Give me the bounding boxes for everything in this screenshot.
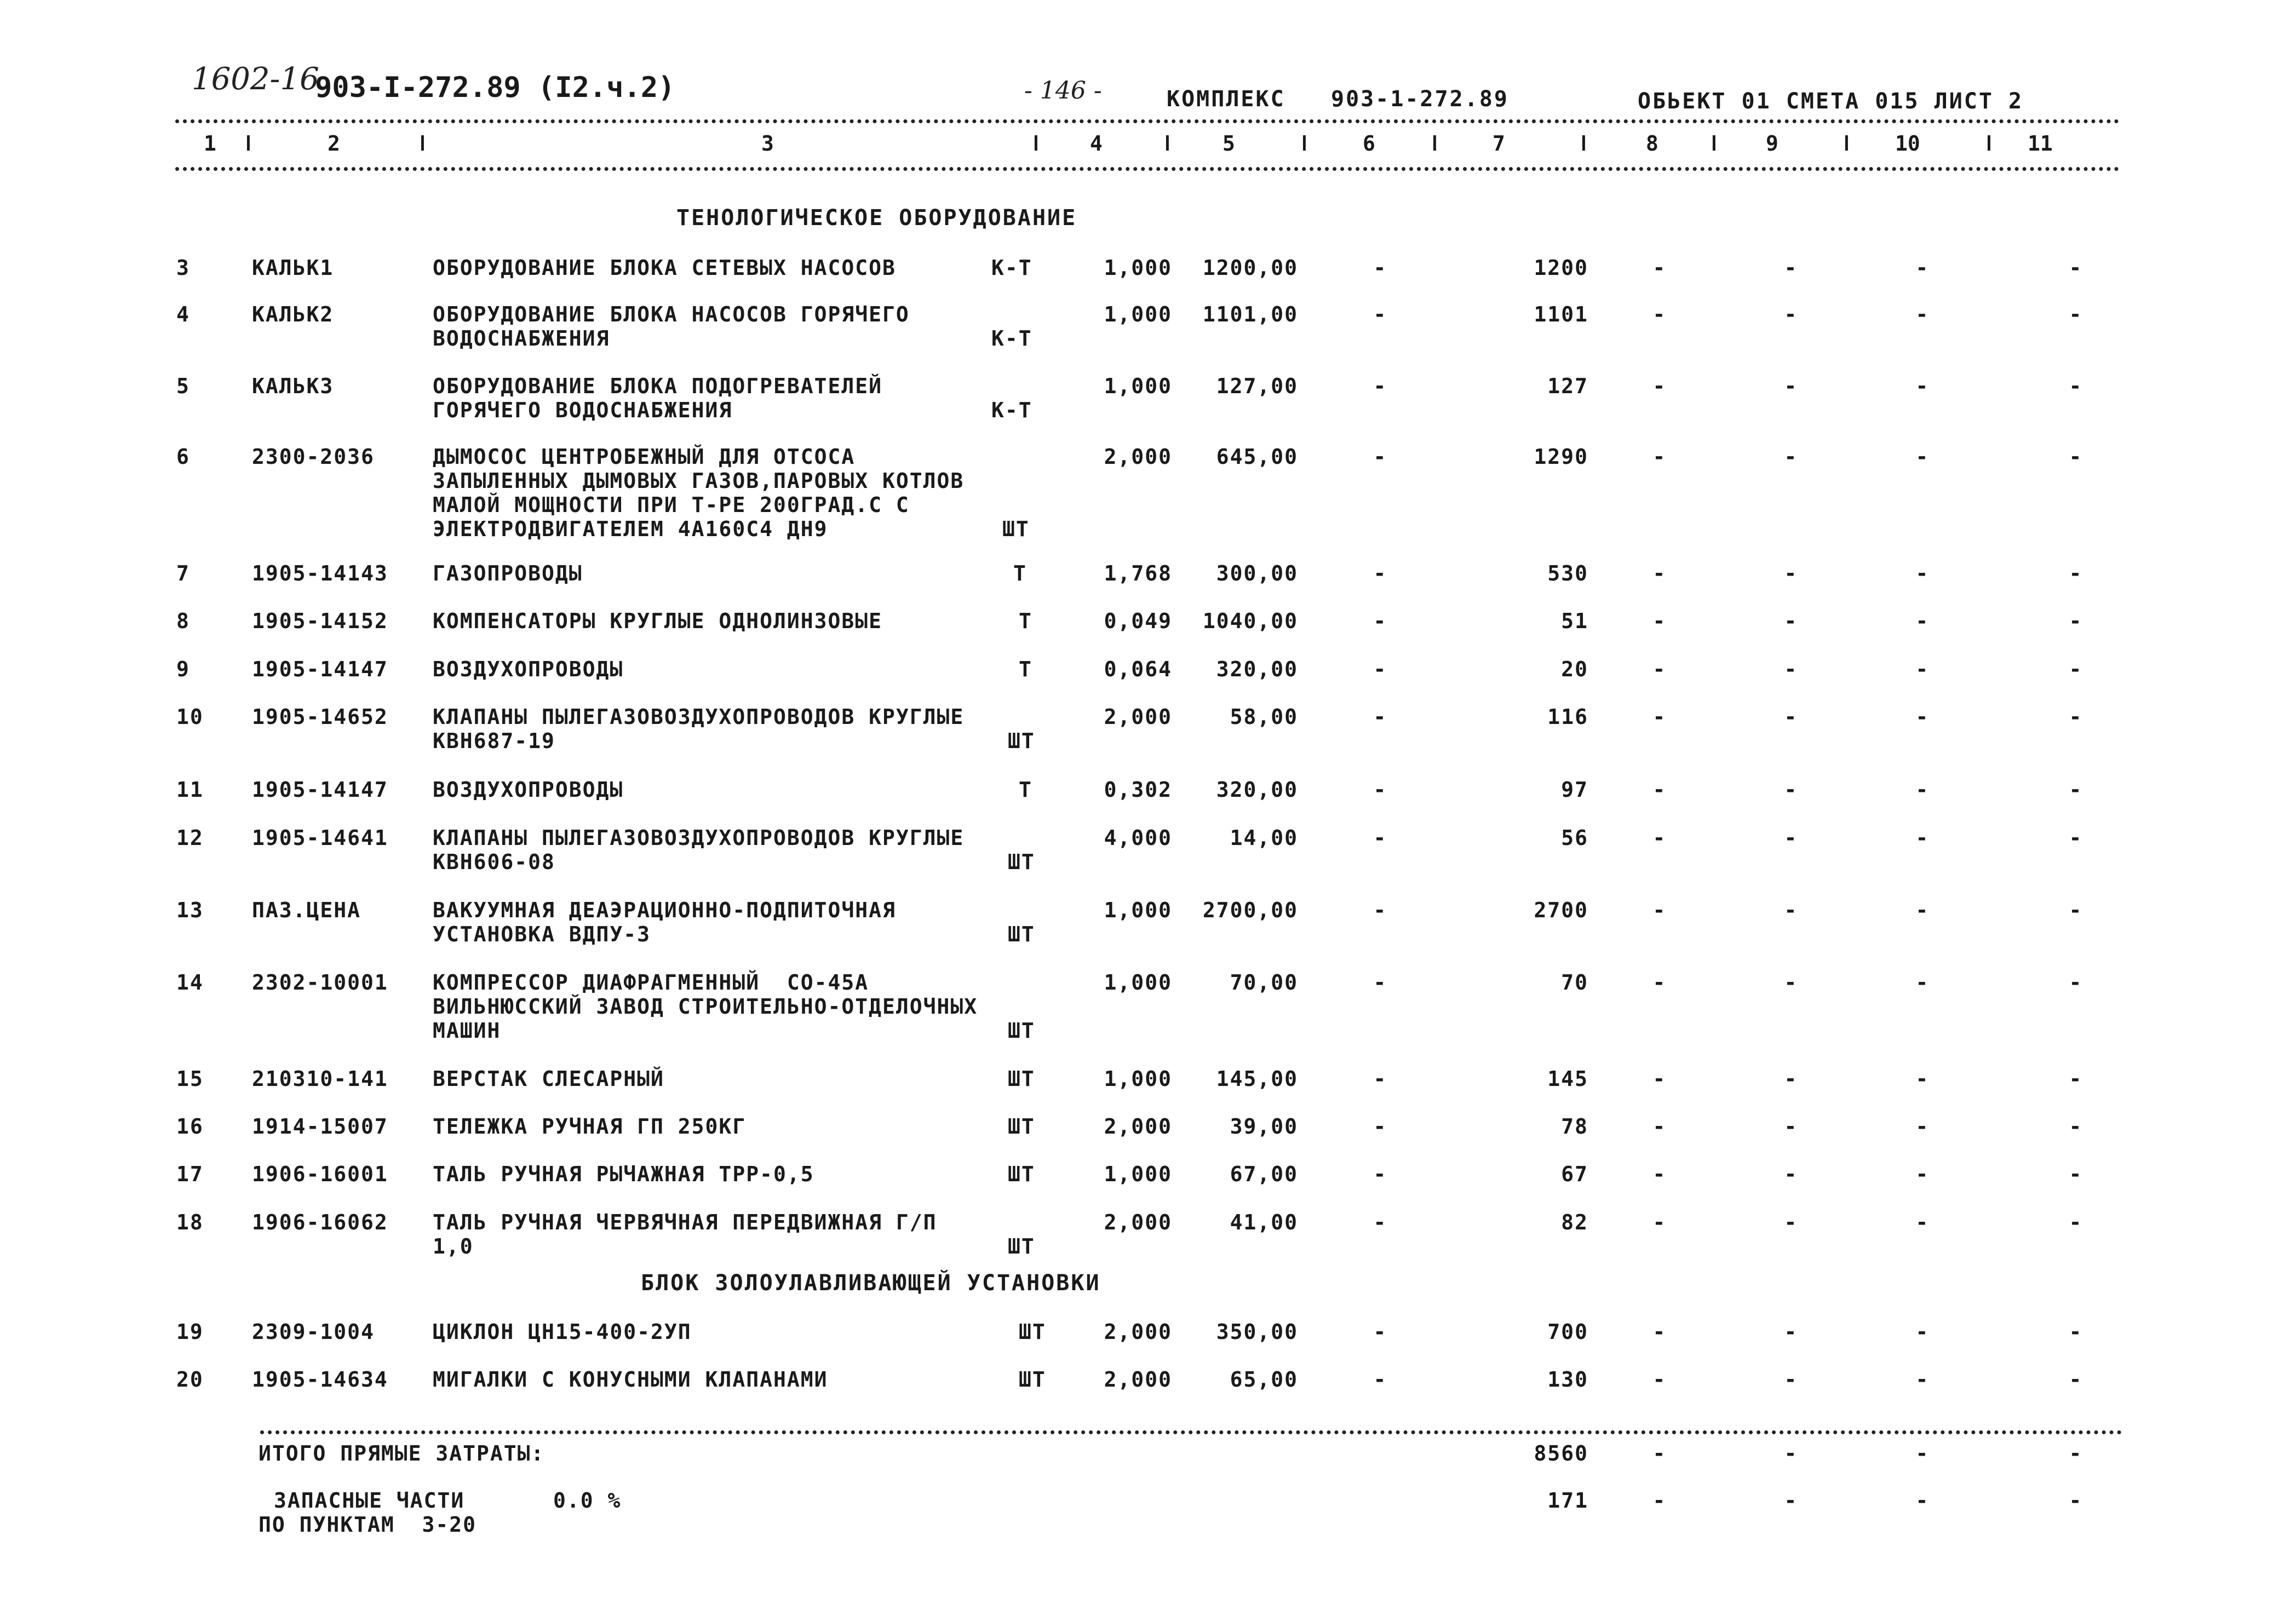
row-description: ВОЗДУХОПРОВОДЫ: [433, 778, 624, 802]
row-number: 4: [176, 302, 190, 326]
row-description: МИГАЛКИ С КОНУСНЫМИ КЛАПАНАМИ: [433, 1367, 828, 1392]
direct-dash-10: -: [1915, 1441, 1930, 1465]
row-unit: Т: [1019, 657, 1032, 681]
row-unit: ШТ: [1002, 517, 1030, 541]
row-unit-price: 70,00: [1230, 970, 1298, 994]
row-col8: -: [1652, 1114, 1667, 1139]
doc-code: 903-I-272.89 (I2.ч.2): [315, 71, 675, 104]
row-total: 145: [1547, 1067, 1588, 1091]
row-col6: -: [1373, 898, 1387, 922]
column-number: 8: [1646, 131, 1658, 156]
row-unit: ШТ: [1008, 1019, 1035, 1043]
row-unit: К-Т: [991, 326, 1032, 350]
row-col10: -: [1915, 1320, 1930, 1344]
row-total: 530: [1547, 561, 1588, 585]
row-unit: ШТ: [1008, 729, 1035, 753]
direct-costs-label: ИТОГО ПРЯМЫЕ ЗАТРАТЫ:: [259, 1441, 545, 1465]
row-col9: -: [1784, 1162, 1798, 1186]
column-separator: ǀ: [1161, 131, 1174, 156]
row-col8: -: [1652, 609, 1667, 633]
row-description: ОБОРУДОВАНИЕ БЛОКА НАСОСОВ ГОРЯЧЕГО ВОДОСНАБЖЕНИЯ: [433, 302, 910, 350]
row-description: КОМПЕНСАТОРЫ КРУГЛЫЕ ОДНОЛИНЗОВЫЕ: [433, 609, 882, 633]
row-col9: -: [1784, 970, 1798, 994]
row-col9: -: [1784, 302, 1798, 326]
row-col10: -: [1915, 609, 1930, 633]
column-number: 1: [204, 131, 216, 156]
row-quantity: 1,768: [1104, 561, 1172, 585]
row-total: 700: [1547, 1320, 1588, 1344]
row-col6: -: [1373, 256, 1387, 280]
row-col11: -: [2069, 1114, 2083, 1139]
spare-dash-8: -: [1652, 1488, 1667, 1513]
spare-parts-value: 171: [1547, 1488, 1588, 1513]
row-col10: -: [1915, 705, 1930, 729]
row-col6: -: [1373, 1320, 1387, 1344]
row-description: ТАЛЬ РУЧНАЯ РЫЧАЖНАЯ ТРР-0,5: [433, 1162, 814, 1186]
row-description: КЛАПАНЫ ПЫЛЕГАЗОВОЗДУХОПРОВОДОВ КРУГЛЫЕ КВН606-08: [433, 826, 965, 874]
section2-title: БЛОК ЗОЛОУЛАВЛИВАЮЩЕЙ УСТАНОВКИ: [641, 1270, 1101, 1296]
row-col6: -: [1373, 302, 1387, 326]
row-quantity: 2,000: [1104, 1210, 1172, 1234]
row-col8: -: [1652, 778, 1667, 802]
row-number: 19: [176, 1320, 204, 1344]
row-description: ДЫМОСОС ЦЕНТРОБЕЖНЫЙ ДЛЯ ОТСОСА ЗАПЫЛЕННЫХ ДЫМОВЫХ ГАЗОВ,ПАРОВЫХ КОТЛОВ МАЛОЙ МОЩНОСТИ ПРИ Т-РЕ 200ГРАД.С С ЭЛЕКТРОДВИГАТЕЛЕМ 4А160С4 ДН9: [433, 445, 965, 541]
row-col10: -: [1915, 302, 1930, 326]
row-code: КАЛЬК1: [252, 256, 334, 280]
row-unit-price: 65,00: [1230, 1367, 1298, 1392]
column-number: 5: [1222, 131, 1235, 156]
row-unit: ШТ: [1008, 850, 1035, 874]
column-number: 10: [1895, 131, 1920, 156]
row-col6: -: [1373, 1210, 1387, 1234]
row-col10: -: [1915, 970, 1930, 994]
row-unit-price: 58,00: [1230, 705, 1298, 729]
spare-dash-10: -: [1915, 1488, 1930, 1513]
row-col6: -: [1373, 657, 1387, 681]
row-col6: -: [1373, 970, 1387, 994]
row-unit-price: 1101,00: [1202, 302, 1298, 326]
object-info: ОБЬЕКТ 01 СМЕТА 015 ЛИСТ 2: [1638, 89, 2024, 114]
row-col10: -: [1915, 826, 1930, 850]
row-col9: -: [1784, 657, 1798, 681]
row-quantity: 2,000: [1104, 445, 1172, 469]
row-col6: -: [1373, 609, 1387, 633]
row-total: 127: [1547, 374, 1588, 398]
row-code: 210310-141: [252, 1067, 388, 1091]
row-col11: -: [2069, 657, 2083, 681]
row-col8: -: [1652, 826, 1667, 850]
row-col11: -: [2069, 826, 2083, 850]
row-col6: -: [1373, 374, 1387, 398]
spare-dash-11: -: [2069, 1488, 2083, 1513]
row-quantity: 1,000: [1104, 970, 1172, 994]
row-col10: -: [1915, 1114, 1930, 1139]
row-col9: -: [1784, 778, 1798, 802]
row-unit-price: 145,00: [1216, 1067, 1298, 1091]
row-col8: -: [1652, 898, 1667, 922]
row-unit-price: 39,00: [1230, 1114, 1298, 1139]
row-quantity: 2,000: [1104, 1320, 1172, 1344]
top-rule: [175, 119, 2120, 123]
row-unit: К-Т: [991, 256, 1032, 280]
row-code: 2302-10001: [252, 970, 388, 994]
row-code: КАЛЬК2: [252, 302, 334, 326]
row-col6: -: [1373, 1067, 1387, 1091]
row-col9: -: [1784, 374, 1798, 398]
column-separator: ǀ: [1840, 131, 1853, 156]
totals-rule: [260, 1430, 2122, 1434]
row-quantity: 2,000: [1104, 1114, 1172, 1139]
row-total: 20: [1561, 657, 1588, 681]
row-col6: -: [1373, 561, 1387, 585]
row-code: 1905-14652: [252, 705, 388, 729]
row-unit-price: 1200,00: [1202, 256, 1298, 280]
row-unit: ШТ: [1008, 1067, 1035, 1091]
row-description: ВОЗДУХОПРОВОДЫ: [433, 657, 624, 681]
row-col10: -: [1915, 778, 1930, 802]
row-total: 67: [1561, 1162, 1588, 1186]
row-col9: -: [1784, 445, 1798, 469]
row-description: ТАЛЬ РУЧНАЯ ЧЕРВЯЧНАЯ ПЕРЕДВИЖНАЯ Г/П 1,0: [433, 1210, 937, 1258]
row-number: 5: [176, 374, 190, 398]
row-col9: -: [1784, 609, 1798, 633]
row-total: 1200: [1534, 256, 1588, 280]
row-unit: К-Т: [991, 398, 1032, 422]
row-number: 7: [176, 561, 190, 585]
row-col11: -: [2069, 970, 2083, 994]
row-col6: -: [1373, 826, 1387, 850]
row-total: 78: [1561, 1114, 1588, 1139]
row-number: 15: [176, 1067, 204, 1091]
row-unit-price: 67,00: [1230, 1162, 1298, 1186]
row-col8: -: [1652, 1162, 1667, 1186]
row-quantity: 1,000: [1104, 302, 1172, 326]
row-col8: -: [1652, 1067, 1667, 1091]
row-col8: -: [1652, 657, 1667, 681]
row-number: 12: [176, 826, 204, 850]
row-number: 14: [176, 970, 204, 994]
row-description: КОМПРЕССОР ДИАФРАГМЕННЫЙ СО-45А ВИЛЬНЮССКИЙ ЗАВОД СТРОИТЕЛЬНО-ОТДЕЛОЧНЫХ МАШИН: [433, 970, 978, 1043]
row-quantity: 1,000: [1104, 1162, 1172, 1186]
row-number: 11: [176, 778, 204, 802]
handwritten-code: 1602-16: [192, 61, 319, 97]
row-col8: -: [1652, 561, 1667, 585]
row-quantity: 1,000: [1104, 1067, 1172, 1091]
row-col11: -: [2069, 256, 2083, 280]
column-separator: ǀ: [1708, 131, 1720, 156]
row-col10: -: [1915, 1162, 1930, 1186]
row-code: 1906-16062: [252, 1210, 388, 1234]
row-description: ТЕЛЕЖКА РУЧНАЯ ГП 250КГ: [433, 1114, 747, 1139]
row-unit-price: 2700,00: [1202, 898, 1298, 922]
row-number: 6: [176, 445, 190, 469]
row-code: 1905-14147: [252, 778, 388, 802]
row-col6: -: [1373, 778, 1387, 802]
row-col10: -: [1915, 561, 1930, 585]
row-unit: Т: [1019, 778, 1032, 802]
row-quantity: 2,000: [1104, 705, 1172, 729]
complex-label: КОМПЛЕКС: [1167, 87, 1285, 112]
row-code: 1905-14143: [252, 561, 388, 585]
row-description: ОБОРУДОВАНИЕ БЛОКА ПОДОГРЕВАТЕЛЕЙ ГОРЯЧЕГО ВОДОСНАБЖЕНИЯ: [433, 374, 882, 422]
row-number: 3: [176, 256, 190, 280]
row-quantity: 0,302: [1104, 778, 1172, 802]
row-quantity: 2,000: [1104, 1367, 1172, 1392]
row-unit: ШТ: [1008, 1234, 1035, 1258]
row-unit-price: 300,00: [1216, 561, 1298, 585]
row-unit: Т: [1019, 609, 1032, 633]
row-unit: Т: [1013, 561, 1027, 585]
page-number: - 146 -: [1024, 77, 1102, 105]
direct-dash-8: -: [1652, 1441, 1667, 1465]
row-code: ПАЗ.ЦЕНА: [252, 898, 361, 922]
column-number: 11: [2028, 131, 2053, 156]
row-col9: -: [1784, 1367, 1798, 1392]
row-unit: ШТ: [1019, 1320, 1046, 1344]
spare-parts-percent: 0.0 %: [553, 1488, 622, 1513]
row-quantity: 1,000: [1104, 898, 1172, 922]
row-description: ЦИКЛОН ЦН15-400-2УП: [433, 1320, 692, 1344]
row-col10: -: [1915, 374, 1930, 398]
row-quantity: 0,064: [1104, 657, 1172, 681]
column-separator: ǀ: [1577, 131, 1590, 156]
row-col10: -: [1915, 1210, 1930, 1234]
column-number: 7: [1493, 131, 1505, 156]
row-total: 97: [1561, 778, 1588, 802]
row-code: 1905-14641: [252, 826, 388, 850]
row-total: 1290: [1534, 445, 1588, 469]
row-col9: -: [1784, 1320, 1798, 1344]
row-number: 16: [176, 1114, 204, 1139]
section-title: ТЕНОЛОГИЧЕСКОЕ ОБОРУДОВАНИЕ: [676, 205, 1077, 231]
row-col6: -: [1373, 445, 1387, 469]
row-col8: -: [1652, 1367, 1667, 1392]
row-description: КЛАПАНЫ ПЫЛЕГАЗОВОЗДУХОПРОВОДОВ КРУГЛЫЕ КВН687-19: [433, 705, 965, 753]
row-col11: -: [2069, 445, 2083, 469]
row-description: ВАКУУМНАЯ ДЕАЭРАЦИОННО-ПОДПИТОЧНАЯ УСТАНОВКА ВДПУ-3: [433, 898, 896, 946]
row-quantity: 1,000: [1104, 374, 1172, 398]
row-col9: -: [1784, 898, 1798, 922]
row-code: 1905-14634: [252, 1367, 388, 1392]
row-col8: -: [1652, 374, 1667, 398]
row-col11: -: [2069, 302, 2083, 326]
row-col10: -: [1915, 445, 1930, 469]
row-col6: -: [1373, 1114, 1387, 1139]
row-code: 1914-15007: [252, 1114, 388, 1139]
row-unit: ШТ: [1008, 922, 1035, 946]
row-col9: -: [1784, 1114, 1798, 1139]
row-col10: -: [1915, 256, 1930, 280]
row-unit: ШТ: [1008, 1114, 1035, 1139]
row-code: 1906-16001: [252, 1162, 388, 1186]
row-total: 51: [1561, 609, 1588, 633]
column-separator: ǀ: [1428, 131, 1441, 156]
row-col11: -: [2069, 1067, 2083, 1091]
row-col8: -: [1652, 1320, 1667, 1344]
row-number: 13: [176, 898, 204, 922]
row-col6: -: [1373, 1162, 1387, 1186]
row-unit: ШТ: [1008, 1162, 1035, 1186]
row-unit-price: 41,00: [1230, 1210, 1298, 1234]
row-col8: -: [1652, 302, 1667, 326]
row-col11: -: [2069, 374, 2083, 398]
row-unit-price: 1040,00: [1202, 609, 1298, 633]
row-quantity: 4,000: [1104, 826, 1172, 850]
row-col10: -: [1915, 898, 1930, 922]
row-col11: -: [2069, 1367, 2083, 1392]
row-col9: -: [1784, 561, 1798, 585]
row-col11: -: [2069, 609, 2083, 633]
spare-parts-label: ЗАПАСНЫЕ ЧАСТИ: [274, 1488, 465, 1513]
row-number: 9: [176, 657, 190, 681]
row-total: 1101: [1534, 302, 1588, 326]
column-separator: ǀ: [242, 131, 255, 156]
header-rule: [175, 167, 2120, 171]
row-col11: -: [2069, 898, 2083, 922]
row-description: ОБОРУДОВАНИЕ БЛОКА СЕТЕВЫХ НАСОСОВ: [433, 256, 896, 280]
row-col11: -: [2069, 1210, 2083, 1234]
row-col6: -: [1373, 705, 1387, 729]
row-unit-price: 320,00: [1216, 778, 1298, 802]
row-total: 56: [1561, 826, 1588, 850]
direct-dash-9: -: [1784, 1441, 1798, 1465]
row-number: 18: [176, 1210, 204, 1234]
column-number: 9: [1766, 131, 1778, 156]
column-number: 4: [1090, 131, 1103, 156]
row-unit-price: 320,00: [1216, 657, 1298, 681]
row-col10: -: [1915, 657, 1930, 681]
column-separator: ǀ: [1030, 131, 1042, 156]
row-col9: -: [1784, 826, 1798, 850]
row-col8: -: [1652, 445, 1667, 469]
row-col9: -: [1784, 705, 1798, 729]
row-col8: -: [1652, 256, 1667, 280]
row-unit-price: 14,00: [1230, 826, 1298, 850]
row-col11: -: [2069, 1162, 2083, 1186]
row-code: 2300-2036: [252, 445, 375, 469]
row-unit: ШТ: [1019, 1367, 1046, 1392]
row-col11: -: [2069, 1320, 2083, 1344]
row-code: 1905-14147: [252, 657, 388, 681]
row-col8: -: [1652, 970, 1667, 994]
direct-dash-11: -: [2069, 1441, 2083, 1465]
row-number: 8: [176, 609, 190, 633]
row-unit-price: 645,00: [1216, 445, 1298, 469]
complex-code: 903-1-272.89: [1331, 87, 1509, 112]
row-quantity: 0,049: [1104, 609, 1172, 633]
row-total: 70: [1561, 970, 1588, 994]
row-col10: -: [1915, 1367, 1930, 1392]
row-code: 1905-14152: [252, 609, 388, 633]
row-unit-price: 127,00: [1216, 374, 1298, 398]
row-number: 10: [176, 705, 204, 729]
direct-costs-value: 8560: [1534, 1441, 1588, 1465]
row-total: 82: [1561, 1210, 1588, 1234]
row-unit-price: 350,00: [1216, 1320, 1298, 1344]
row-col8: -: [1652, 1210, 1667, 1234]
column-number: 3: [761, 131, 774, 156]
column-number: 2: [328, 131, 340, 156]
row-number: 17: [176, 1162, 204, 1186]
row-number: 20: [176, 1367, 204, 1392]
row-col11: -: [2069, 705, 2083, 729]
row-total: 2700: [1534, 898, 1588, 922]
row-col9: -: [1784, 256, 1798, 280]
row-quantity: 1,000: [1104, 256, 1172, 280]
row-col9: -: [1784, 1067, 1798, 1091]
column-number: 6: [1363, 131, 1375, 156]
row-total: 116: [1547, 705, 1588, 729]
spare-dash-9: -: [1784, 1488, 1798, 1513]
row-code: 2309-1004: [252, 1320, 375, 1344]
row-total: 130: [1547, 1367, 1588, 1392]
row-col11: -: [2069, 561, 2083, 585]
row-description: ВЕРСТАК СЛЕСАРНЫЙ: [433, 1067, 664, 1091]
row-col10: -: [1915, 1067, 1930, 1091]
row-code: КАЛЬК3: [252, 374, 334, 398]
row-col11: -: [2069, 778, 2083, 802]
column-separator: ǀ: [1298, 131, 1311, 156]
row-description: ГАЗОПРОВОДЫ: [433, 561, 583, 585]
column-separator: ǀ: [1983, 131, 1995, 156]
column-separator: ǀ: [416, 131, 429, 156]
row-col8: -: [1652, 705, 1667, 729]
spare-parts-scope: ПО ПУНКТАМ 3-20: [259, 1513, 477, 1537]
row-col9: -: [1784, 1210, 1798, 1234]
row-col6: -: [1373, 1367, 1387, 1392]
